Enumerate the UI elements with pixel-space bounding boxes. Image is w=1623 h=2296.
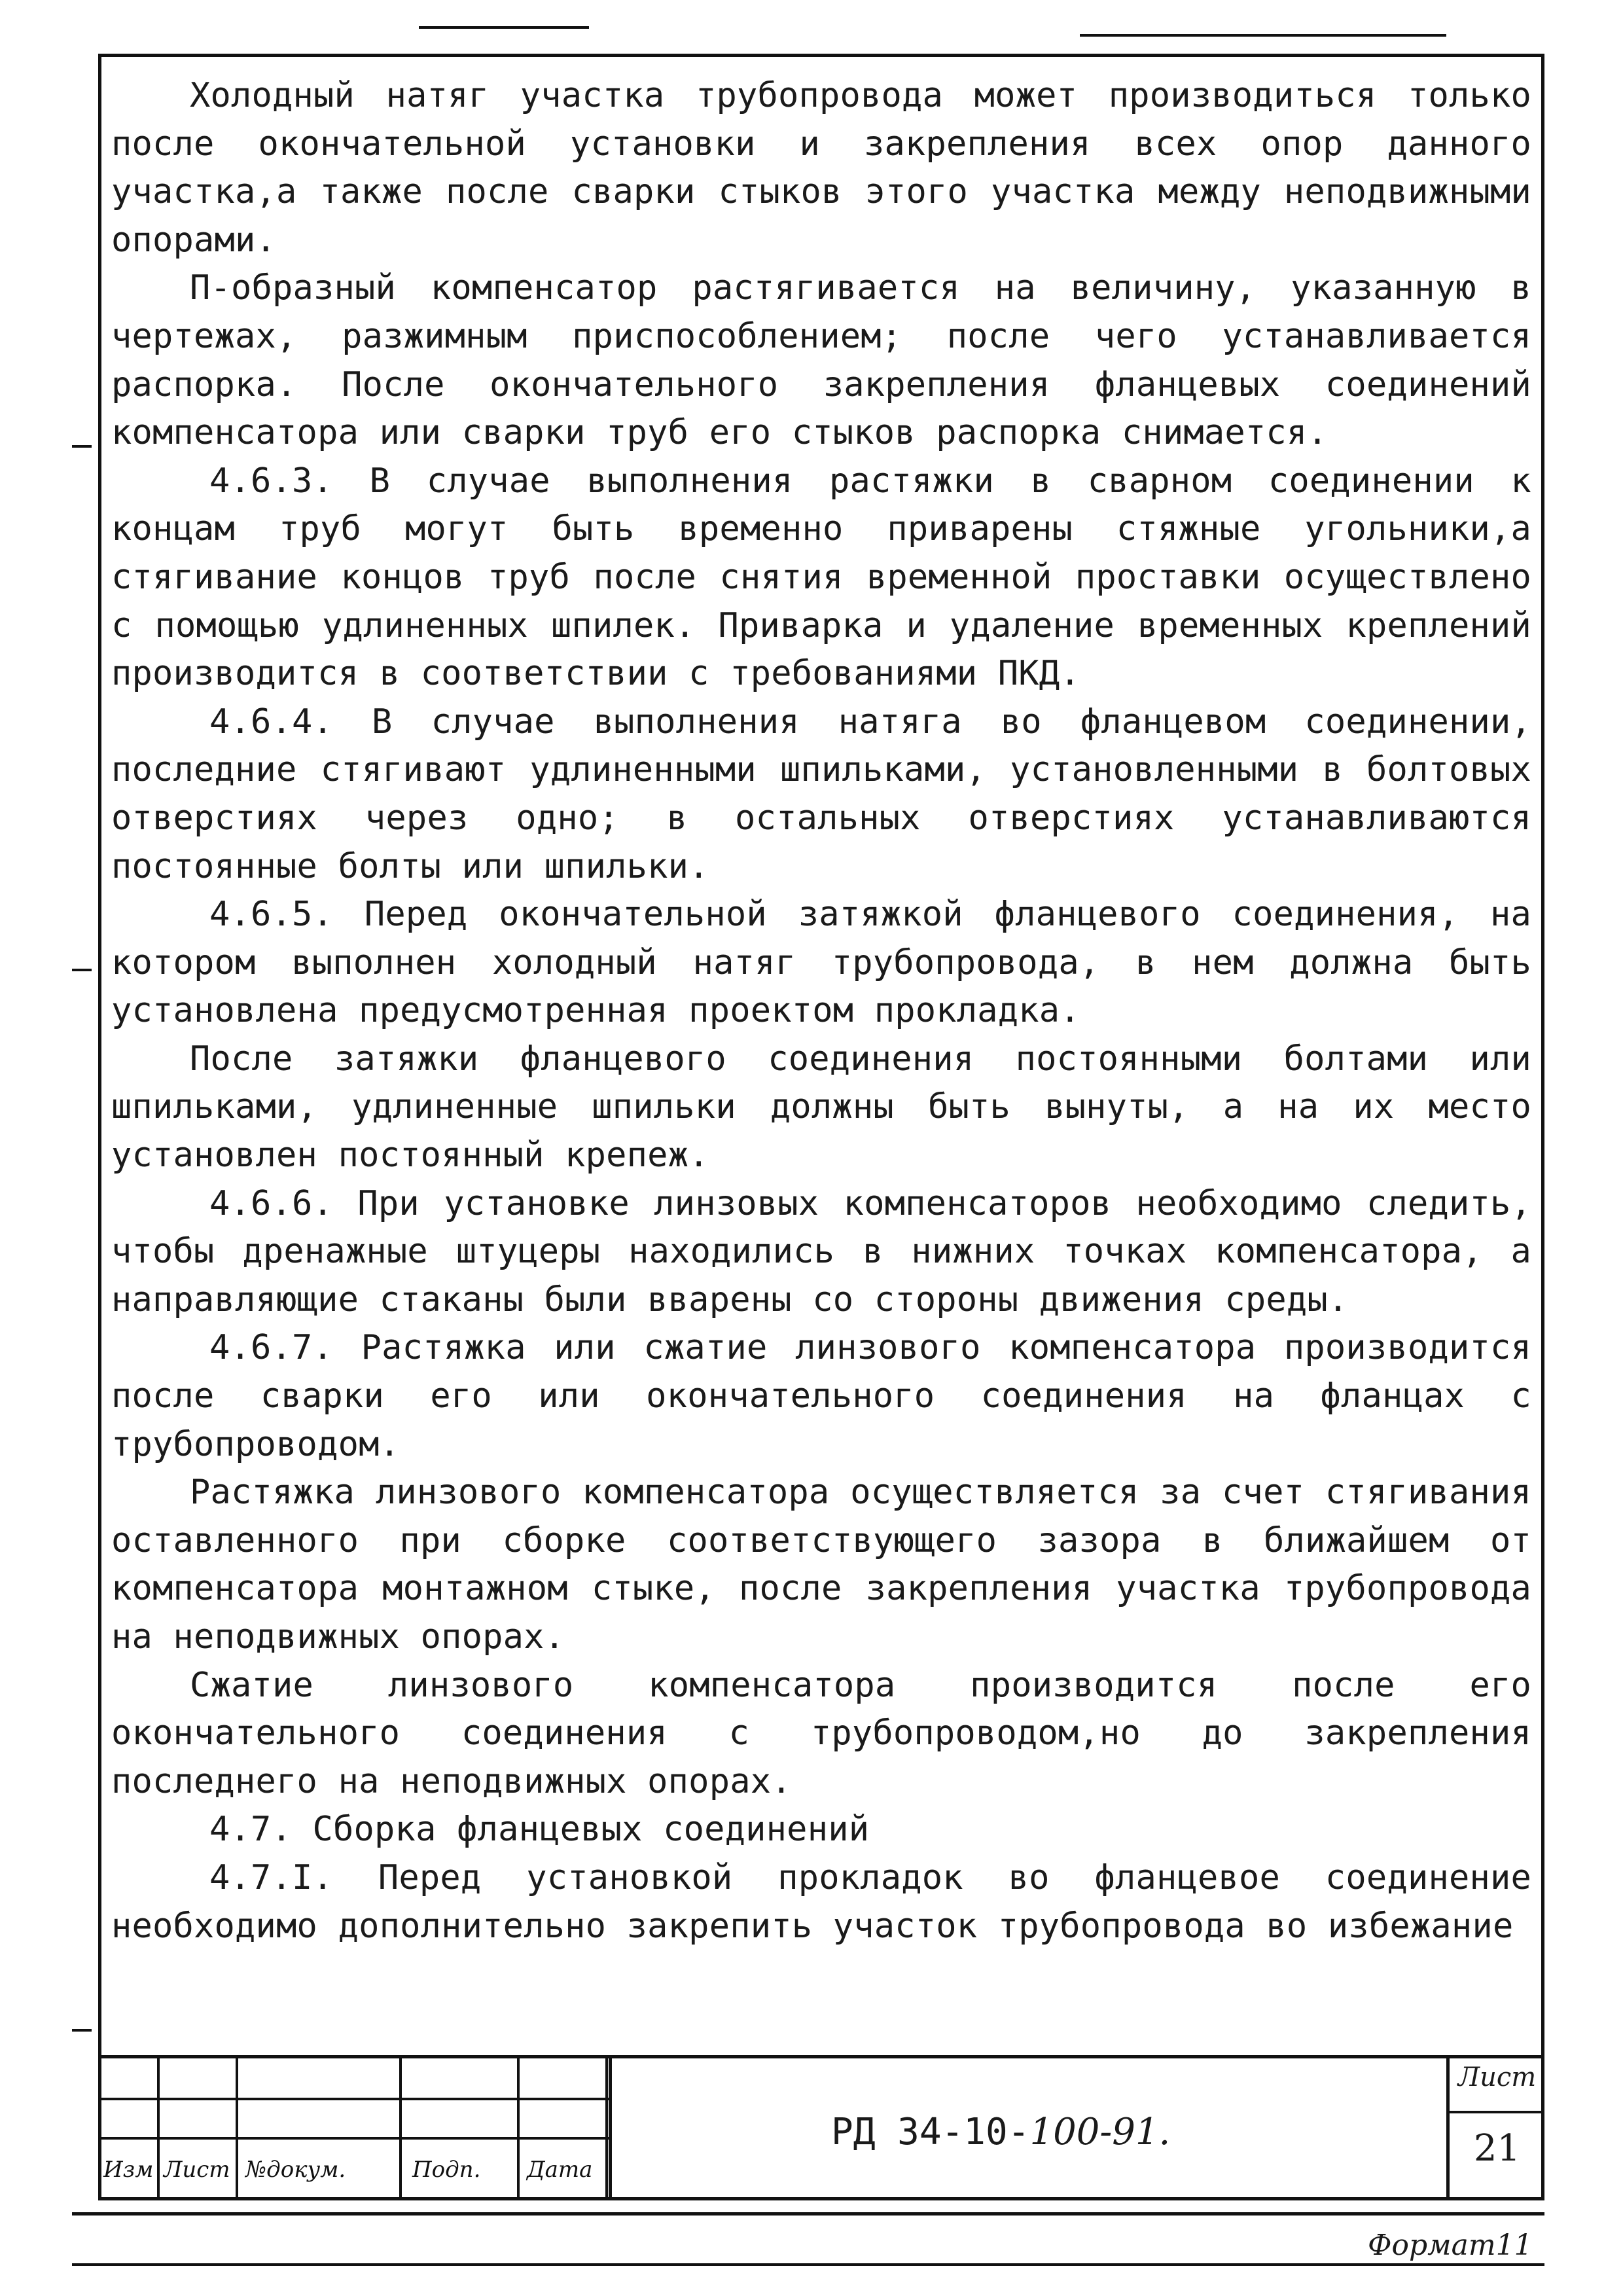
paragraph: Холодный натяг участка трубопровода может производиться только после окончательной установки и закрепления всех опор данного участка,а также после сварки стыков этого участка между неподвижными опорами. <box>111 76 1531 260</box>
format-rule <box>72 2263 1544 2266</box>
top-rule-right <box>1080 34 1446 37</box>
document-code-printed: РД 34-10- <box>831 2111 1030 2153</box>
paragraph: 4.6.4. В случае выполнения натяга во фланцевом соединении, последние стягивают удлиненными шпильками, установленными в болтовых отверстиях через одно; в остальных отверстиях устанавливаются постоянные болты или шпильки. <box>111 702 1531 886</box>
top-rule-left <box>419 26 589 29</box>
grid-line <box>157 2058 160 2200</box>
margin-tick <box>72 2029 92 2032</box>
grid-line <box>236 2058 238 2200</box>
revision-grid <box>98 2058 609 2200</box>
paragraph: 4.6.5. Перед окончательной затяжкой фланцевого соединения, на котором выполнен холодный натяг трубопровода, в нем должна быть установлена предусмотренная проектом прокладка. <box>111 895 1531 1031</box>
grid-line <box>98 2137 609 2140</box>
grid-line <box>517 2058 520 2200</box>
grid-line <box>399 2058 402 2200</box>
label-izm: Изм <box>103 2157 154 2183</box>
sheet-separator <box>1450 2111 1544 2113</box>
paragraph: Сжатие линзового компенсатора производится после его окончательного соединения с трубопроводом,но до закрепления последнего на неподвижных опорах. <box>111 1665 1531 1801</box>
bottom-rule <box>72 2212 1544 2215</box>
document-code <box>831 2111 1170 2153</box>
label-date: Дата <box>527 2157 593 2183</box>
sheet-number: 21 <box>1473 2127 1521 2170</box>
paragraph: 4.6.6. При установке линзовых компенсаторов необходимо следить, чтобы дренажные штуцеры находились в нижних точках компенсатора, а направляющие стаканы были вварены со стороны движения среды. <box>111 1183 1531 1319</box>
sheet-label: Лист <box>1457 2062 1537 2092</box>
format-label: Формат11 <box>1368 2229 1533 2262</box>
title-block-divider <box>609 2058 612 2200</box>
paragraph: Растяжка линзового компенсатора осуществляется за счет стягивания оставленного при сборке соответствующего зазора в ближайшем от компенсатора монтажном стыке, после закрепления участка трубопровода на неподвижных опорах. <box>111 1473 1531 1657</box>
document-body <box>111 72 1531 1950</box>
label-document-number: №докум. <box>245 2157 346 2183</box>
document-code-handwritten: 100-91. <box>1029 2111 1171 2153</box>
grid-line <box>98 2098 609 2100</box>
sheet-box <box>1446 2058 1544 2200</box>
margin-tick <box>72 445 92 448</box>
title-block <box>98 2055 1544 2200</box>
margin-tick <box>72 969 92 971</box>
paragraph: 4.7.I. Перед установкой прокладок во фланцевое соединение необходимо дополнительно закрепить участок трубопровода во избежание <box>111 1857 1531 1946</box>
paragraph: После затяжки фланцевого соединения постоянными болтами или шпильками, удлиненные шпильки должны быть вынуты, а на их место установлен постоянный крепеж. <box>111 1039 1531 1175</box>
paragraph: 4.6.7. Растяжка или сжатие линзового компенсатора производится после сварки его или окончательного соединения на фланцах с трубопроводом. <box>111 1328 1531 1464</box>
label-signature: Подп. <box>412 2157 481 2183</box>
paragraph: П-образный компенсатор растягивается на величину, указанную в чертежах, разжимным приспособлением; после чего устанавливается распорка. После окончательного закрепления фланцевых соединений компенсатора или сварки труб его стыков распорка снимается. <box>111 268 1531 453</box>
label-list: Лист <box>164 2157 230 2183</box>
grid-line <box>605 2058 608 2200</box>
section-heading: 4.7. Сборка фланцевых соединений <box>209 1810 870 1850</box>
paragraph: 4.6.3. В случае выполнения растяжки в сварном соединении к концам труб могут быть временно приварены стяжные угольники,а стягивание концов труб после снятия временной проставки осуществлено с помощью удлиненных шпилек. Приварка и удаление временных креплений производится в соответствии с требованиями ПКД. <box>111 461 1531 694</box>
